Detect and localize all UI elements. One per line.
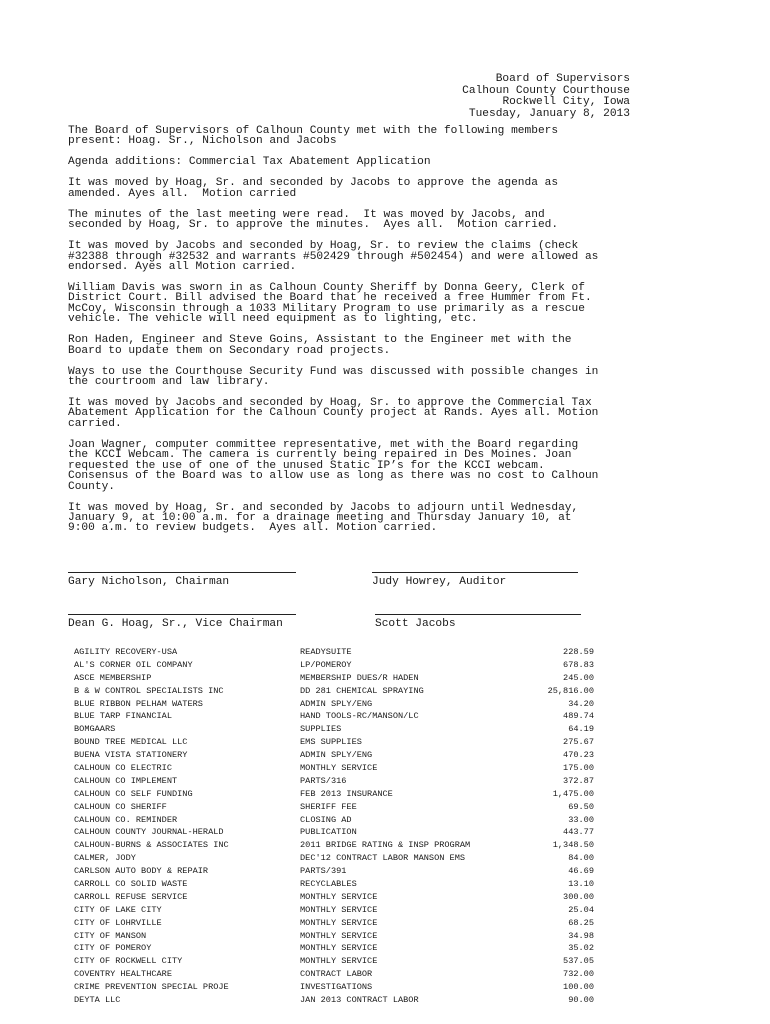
signature-name: Dean G. Hoag, Sr., Vice Chairman [68,618,283,630]
claim-row [74,891,594,904]
claim-vendor: CALHOUN CO ELECTRIC [74,763,172,774]
paragraph-tax-abatement: It was moved by Jacobs and seconded by Hoag, Sr. to approve the Commercial Tax Abatement Application for the Calhoun County project at Rands. Ayes all. Motion carried. [68,397,599,430]
claim-purpose: MONTHLY SERVICE [300,763,378,774]
claim-row [74,801,594,814]
claim-purpose: FEB 2013 INSURANCE [300,788,393,799]
claim-amount: 25.04 [568,904,594,915]
claim-row [74,814,594,827]
paragraph-agenda-additions: Agenda additions: Commercial Tax Abatement Application [68,156,431,169]
claim-purpose: DEC'12 CONTRACT LABOR MANSON EMS [300,853,466,864]
claim-vendor: BOMGAARS [74,724,116,735]
claim-amount: 64.19 [568,724,594,735]
claim-purpose: HAND TOOLS-RC/MANSON/LC [300,711,419,722]
claim-vendor: CARROLL CO SOLID WASTE [74,879,188,890]
claim-amount: 68.25 [568,917,594,928]
claim-amount: 443.77 [563,827,594,838]
claim-amount: 537.05 [563,956,594,967]
claim-amount: 175.00 [563,763,594,774]
claim-row [74,994,594,1007]
claim-purpose: CLOSING AD [300,814,352,825]
claim-amount: 300.00 [563,891,594,902]
claim-amount: 100.00 [563,982,594,993]
signature-line [68,614,296,615]
claim-purpose: MONTHLY SERVICE [300,943,378,954]
claim-purpose: ADMIN SPLY/ENG [300,750,373,761]
claim-vendor: CITY OF ROCKWELL CITY [74,956,183,967]
claim-amount: 372.87 [563,775,594,786]
claim-amount: 228.59 [563,647,594,657]
claim-vendor: AGILITY RECOVERY-USA [74,647,178,657]
claim-row [74,917,594,930]
claim-vendor: BLUE RIBBON PELHAM WATERS [74,698,203,709]
claim-amount: 489.74 [563,711,594,722]
signature-line [68,572,296,573]
claim-purpose: SUPPLIES [300,724,342,735]
claim-vendor: CARROLL REFUSE SERVICE [74,891,188,902]
claim-purpose: PARTS/391 [300,866,347,877]
paragraph-webcam: Joan Wagner, computer committee representative, met with the Board regarding the KCCI Webcam. The camera is currently being repaired in Des Moines. Joan requested the use of one of the unused Static IP’s for the KCCI webcam. Consensus of the Board was to allow use as long as there was no cost to Calhoun County. [68,438,599,493]
signature-vice-chairman [68,610,296,630]
claim-purpose: MEMBERSHIP DUES/R HADEN [300,672,419,683]
claim-purpose: SHERIFF FEE [300,801,357,812]
claim-row [74,955,594,968]
claim-vendor: AL'S CORNER OIL COMPANY [74,659,193,670]
signature-block [68,568,588,652]
claim-purpose: CONTRACT LABOR [300,969,373,980]
claim-purpose: MONTHLY SERVICE [300,891,378,902]
claim-row [74,826,594,839]
claim-vendor: DEYTA LLC [74,995,121,1006]
claim-row [74,865,594,878]
claim-vendor: CALMER, JODY [74,853,136,864]
claim-row [74,852,594,865]
claim-vendor: CITY OF MANSON [74,930,147,941]
claim-amount: 1,475.00 [552,788,594,799]
paragraph-minutes-motion: The minutes of the last meeting were read. It was moved by Jacobs, and seconded by Hoag, Sr. to approve the minutes. Ayes all. Motion carried. [68,208,559,232]
claim-amount: 69.50 [568,801,594,812]
header-line: Board of Supervisors [495,73,630,85]
claim-amount: 34.98 [568,930,594,941]
claim-amount: 13.10 [568,879,594,890]
signature-name: Judy Howrey, Auditor [372,576,507,588]
claims-list [74,646,594,1007]
signature-auditor [372,568,578,588]
claim-amount: 34.20 [568,698,594,709]
claim-amount: 33.00 [568,814,594,825]
claim-purpose: READYSUITE [300,647,352,657]
paragraph-security-fund: Ways to use the Courthouse Security Fund was discussed with possible changes in the courtroom and law library. [68,365,599,389]
claim-row [74,904,594,917]
paragraph-claims-motion: It was moved by Jacobs and seconded by Hoag, Sr. to review the claims (check #32388 through #32532 and warrants #502429 through #502454) and were allowed as endorsed. Ayes all Motion carried. [68,240,599,274]
claim-row [74,788,594,801]
claim-vendor: CITY OF LOHRVILLE [74,917,162,928]
document-header [462,74,630,120]
claim-amount: 732.00 [563,969,594,980]
claim-vendor: CRIME PREVENTION SPECIAL PROJE [74,982,229,993]
claim-row [74,839,594,852]
claim-row [74,736,594,749]
claim-vendor: CITY OF LAKE CITY [74,904,162,915]
claim-vendor: CALHOUN CO SHERIFF [74,801,167,812]
claim-purpose: DD 281 CHEMICAL SPRAYING [300,685,424,696]
claim-vendor: CALHOUN CO IMPLEMENT [74,775,178,786]
claim-amount: 90.00 [568,995,594,1006]
claim-amount: 84.00 [568,853,594,864]
header-line: Calhoun County Courthouse [462,84,630,97]
claim-purpose: MONTHLY SERVICE [300,917,378,928]
claim-amount: 46.69 [568,866,594,877]
claim-purpose: MONTHLY SERVICE [300,904,378,915]
claim-purpose: PUBLICATION [300,827,357,838]
claim-purpose: EMS SUPPLIES [300,737,362,748]
claim-row [74,968,594,981]
claim-vendor: BUENA VISTA STATIONERY [74,750,188,761]
claim-purpose: JAN 2013 CONTRACT LABOR [300,995,419,1006]
claim-purpose: RECYCLABLES [300,879,357,890]
claim-purpose: MONTHLY SERVICE [300,930,378,941]
paragraph-agenda-motion: It was moved by Hoag, Sr. and seconded by Jacobs to approve the agenda as amended. Ayes all. Motion carried [68,177,559,200]
claim-vendor: CARLSON AUTO BODY & REPAIR [74,866,209,877]
signature-line [375,614,581,615]
claim-row [74,981,594,994]
signature-name: Gary Nicholson, Chairman [68,576,230,588]
claim-purpose: MONTHLY SERVICE [300,956,378,967]
claim-amount: 1,348.50 [552,840,594,851]
claim-row [74,930,594,943]
claim-row [74,646,594,659]
claim-row [74,672,594,685]
signature-name: Scott Jacobs [375,618,456,630]
claim-purpose: INVESTIGATIONS [300,982,373,993]
claim-amount: 678.83 [563,659,594,670]
paragraph-adjourn: It was moved by Hoag, Sr. and seconded by Jacobs to adjourn until Wednesday, January 9, at 10:00 a.m. for a drainage meeting and Thursday January 10, at 9:00 a.m. to review budgets. Ayes all. Motion carried. [68,501,579,535]
signature-line [372,572,578,573]
claim-amount: 35.02 [568,943,594,954]
paragraph-sheriff: William Davis was sworn in as Calhoun County Sheriff by Donna Geery, Clerk of District Court. Bill advised the Board that he received a free Hummer from Ft. McCoy, Wisconsin through a 1033 Military Program to use primarily as a rescue vehicle. The vehicle will need equipment as to lighting, etc. [68,282,592,326]
claim-vendor: CITY OF POMEROY [74,943,152,954]
claim-row [74,698,594,711]
claim-row [74,878,594,891]
claim-row [74,775,594,788]
claim-vendor: B & W CONTROL SPECIALISTS INC [74,685,224,696]
signature-chairman [68,568,296,588]
claim-row [74,710,594,723]
signature-member [375,610,581,630]
minutes-body [68,126,634,544]
claim-row [74,749,594,762]
claim-purpose: 2011 BRIDGE RATING & INSP PROGRAM [300,840,471,851]
paragraph-engineer: Ron Haden, Engineer and Steve Goins, Assistant to the Engineer met with the Board to update them on Secondary road projects. [68,334,572,357]
claim-row [74,723,594,736]
header-line: Tuesday, January 8, 2013 [468,107,630,120]
claim-purpose: LP/POMEROY [300,659,352,670]
claim-purpose: PARTS/316 [300,775,347,786]
claim-amount: 275.67 [563,737,594,748]
claim-amount: 245.00 [563,672,594,683]
claim-vendor: COVENTRY HEALTHCARE [74,969,172,980]
claim-amount: 470.23 [563,750,594,761]
claim-vendor: CALHOUN CO. REMINDER [74,814,178,825]
paragraph-attendance: The Board of Supervisors of Calhoun County met with the following members present: Hoag. Sr., Nicholson and Jacobs [68,125,559,148]
claim-vendor: ASCE MEMBERSHIP [74,672,152,683]
claim-vendor: CALHOUN-BURNS & ASSOCIATES INC [74,840,229,851]
claim-row [74,942,594,955]
claim-vendor: CALHOUN CO SELF FUNDING [74,788,193,799]
header-line: Rockwell City, Iowa [502,96,630,109]
claim-vendor: BOUND TREE MEDICAL LLC [74,737,188,748]
claim-row [74,762,594,775]
claim-row [74,659,594,672]
claim-vendor: BLUE TARP FINANCIAL [74,711,172,722]
claim-row [74,685,594,698]
claim-amount: 25,816.00 [547,685,594,696]
claim-purpose: ADMIN SPLY/ENG [300,698,373,709]
claim-vendor: CALHOUN COUNTY JOURNAL-HERALD [74,827,224,838]
